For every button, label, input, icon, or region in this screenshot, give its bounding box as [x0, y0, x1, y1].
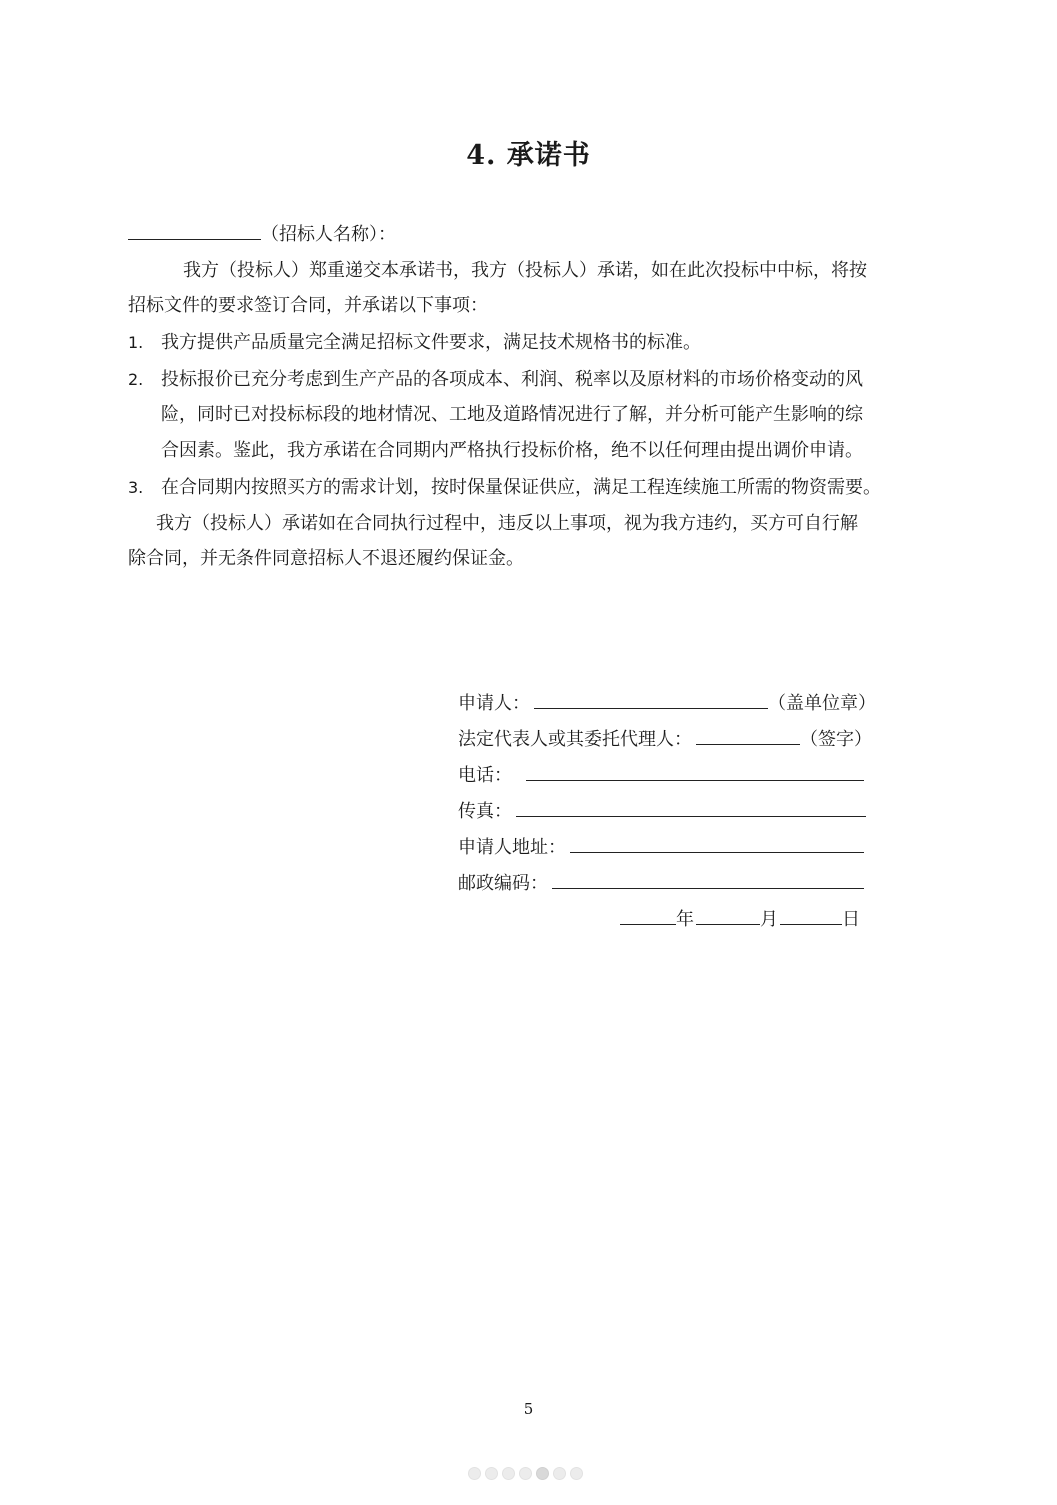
phone-field	[458, 762, 864, 789]
commitment-item-3	[128, 475, 881, 501]
month-blank	[696, 906, 760, 925]
intro-paragraph-line-2: 招标文件的要求签订合同，并承诺以下事项：	[128, 295, 488, 316]
fax-field	[458, 798, 866, 825]
signature-note: （签字）	[800, 729, 872, 750]
page-dot-active[interactable]	[536, 1467, 549, 1480]
page-number: 5	[523, 1400, 534, 1418]
page-dot[interactable]	[485, 1467, 498, 1480]
postcode-blank	[552, 870, 864, 889]
representative-label: 法定代表人或其委托代理人：	[458, 729, 692, 750]
day-label: 日	[842, 909, 860, 930]
year-blank	[620, 906, 676, 925]
fax-blank	[516, 798, 866, 817]
item-number: 1.	[128, 333, 144, 352]
postcode-field	[458, 870, 864, 897]
representative-field	[458, 726, 872, 753]
closing-paragraph-line-1: 我方（投标人）承诺如在合同执行过程中，违反以上事项，视为我方违约，买方可自行解	[156, 513, 858, 534]
closing-paragraph-line-2: 除合同，并无条件同意招标人不退还履约保证金。	[128, 548, 524, 569]
date-field	[620, 906, 860, 933]
page-dot[interactable]	[570, 1467, 583, 1480]
commitment-item-2-line-2: 险，同时已对投标标段的地材情况、工地及道路情况进行了解，并分析可能产生影响的综	[161, 404, 863, 425]
applicant-blank	[534, 690, 768, 709]
day-blank	[780, 906, 842, 925]
phone-label: 电话：	[458, 765, 512, 786]
recipient-line	[128, 221, 396, 248]
representative-blank	[696, 726, 800, 745]
page-dot[interactable]	[502, 1467, 515, 1480]
address-field	[458, 834, 864, 861]
commitment-item-2	[128, 367, 863, 393]
year-label: 年	[676, 909, 694, 930]
postcode-label: 邮政编码：	[458, 873, 548, 894]
intro-paragraph-line-1: 我方（投标人）郑重递交本承诺书，我方（投标人）承诺，如在此次投标中中标，将按	[183, 260, 867, 281]
seal-note: （盖单位章）	[768, 693, 876, 714]
page-dot[interactable]	[519, 1467, 532, 1480]
address-blank	[570, 834, 864, 853]
phone-blank	[526, 762, 864, 781]
item-number: 3.	[128, 478, 144, 497]
month-label: 月	[760, 909, 778, 930]
page-indicator	[468, 1466, 588, 1482]
item-number: 2.	[128, 370, 144, 389]
applicant-label: 申请人：	[458, 693, 530, 714]
recipient-name-blank	[128, 221, 261, 240]
commitment-item-2-line-3: 合因素。鉴此，我方承诺在合同期内严格执行投标价格，绝不以任何理由提出调价申请。	[161, 440, 863, 461]
page-dot[interactable]	[468, 1467, 481, 1480]
item-text: 我方提供产品质量完全满足招标文件要求，满足技术规格书的标准。	[161, 332, 701, 353]
item-text: 在合同期内按照买方的需求计划，按时保量保证供应，满足工程连续施工所需的物资需要。	[161, 477, 881, 498]
commitment-item-1	[128, 330, 701, 356]
item-text: 投标报价已充分考虑到生产产品的各项成本、利润、税率以及原材料的市场价格变动的风	[161, 369, 863, 390]
address-label: 申请人地址：	[458, 837, 566, 858]
recipient-label: （招标人名称）：	[261, 224, 396, 245]
document-title: 4. 承诺书	[466, 140, 591, 171]
page-dot[interactable]	[553, 1467, 566, 1480]
applicant-field	[458, 690, 876, 717]
fax-label: 传真：	[458, 801, 512, 822]
